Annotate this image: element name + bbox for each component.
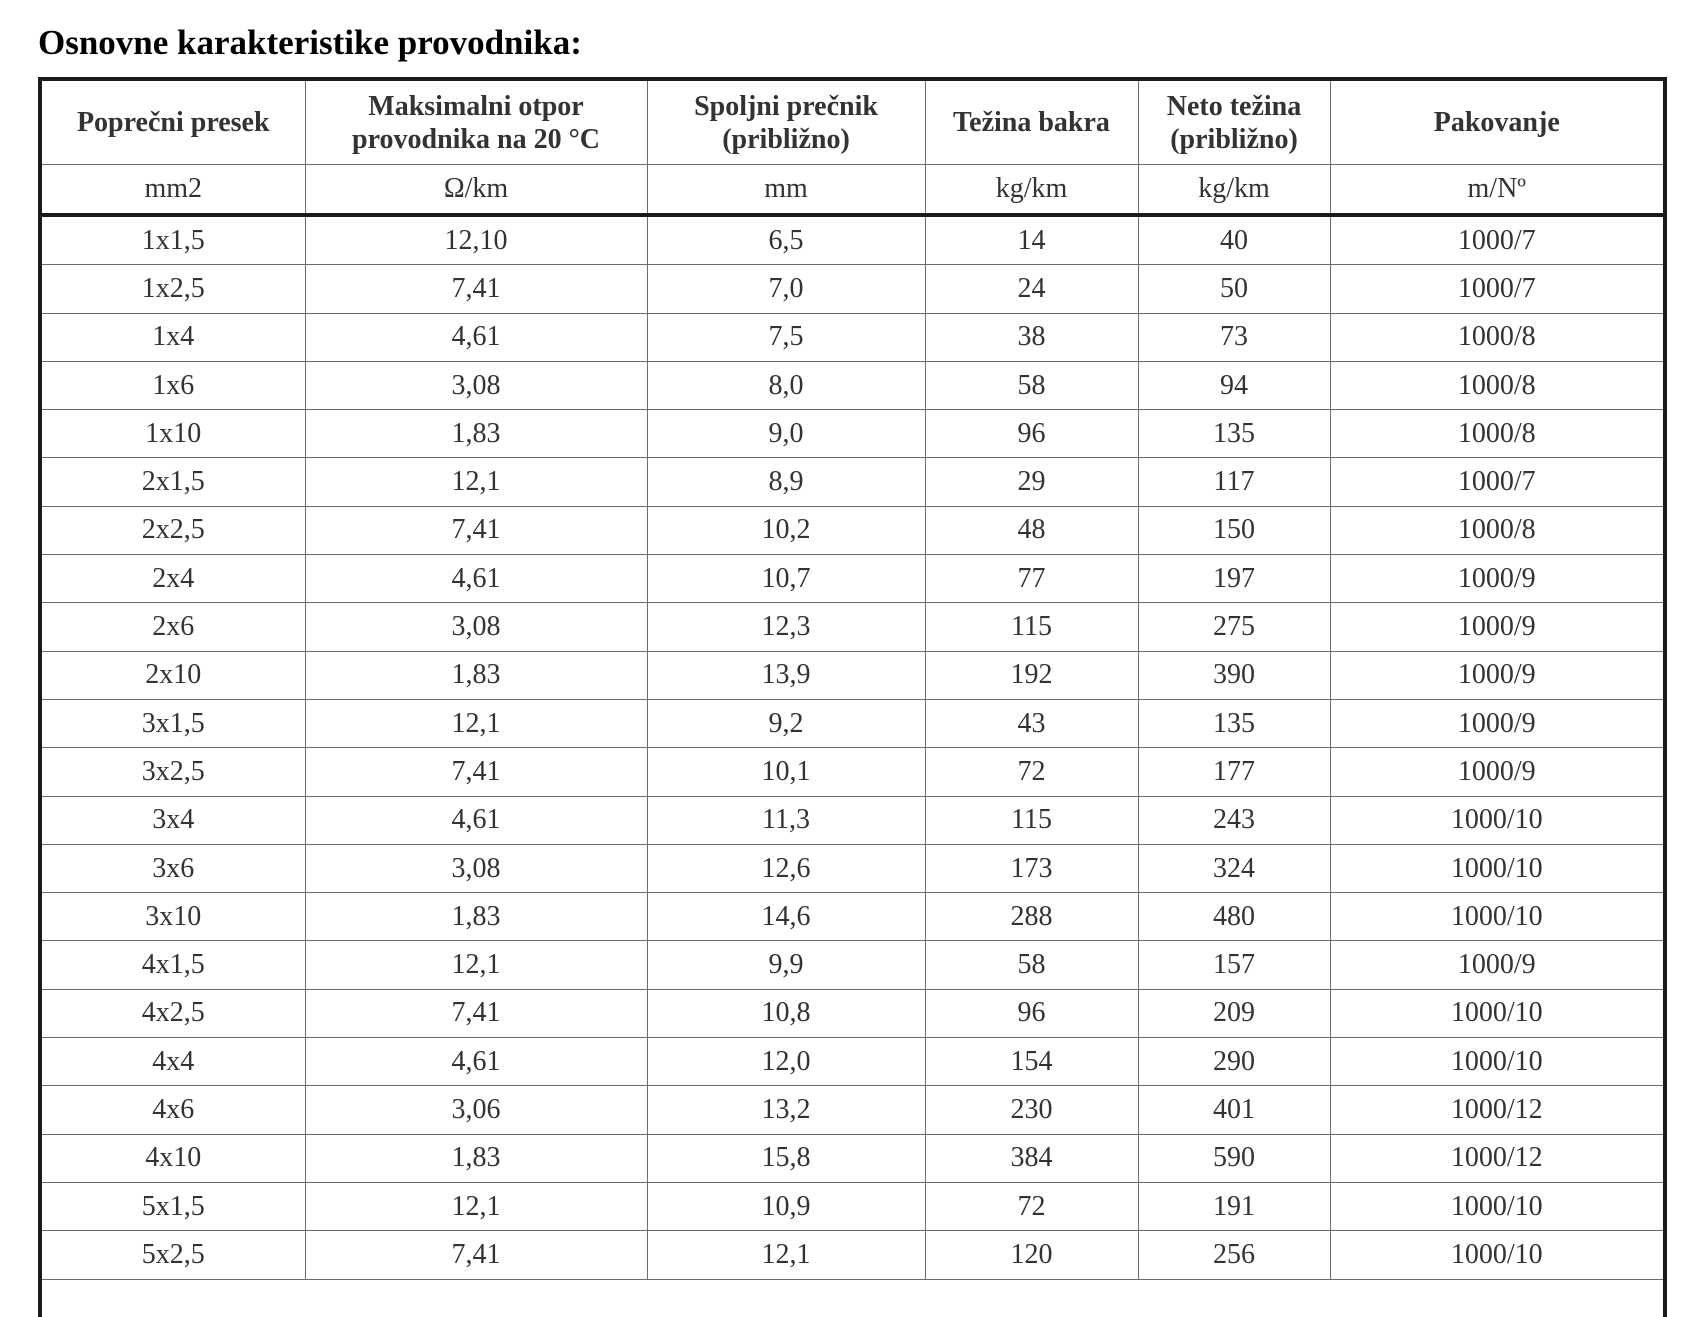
unit-cell: m/Nº	[1330, 165, 1663, 216]
table-cell: 115	[925, 796, 1138, 844]
table-cell: 390	[1138, 651, 1330, 699]
table-cell: 1000/8	[1330, 313, 1663, 361]
table-cell: 6,5	[647, 215, 925, 265]
table-cell: 1000/9	[1330, 651, 1663, 699]
table-row	[42, 1134, 1663, 1182]
table-cell: 96	[925, 989, 1138, 1037]
table-cell: 1000/8	[1330, 361, 1663, 409]
table-cell: 3x4	[42, 796, 305, 844]
table-cell: 24	[925, 265, 1138, 313]
page-title: Osnovne karakteristike provodnika:	[38, 23, 582, 62]
table-cell: 1x1,5	[42, 215, 305, 265]
table-cell: 58	[925, 361, 1138, 409]
table-cell: 4x1,5	[42, 941, 305, 989]
table-cell: 1x2,5	[42, 265, 305, 313]
table-cell: 12,1	[305, 699, 647, 747]
table-cell: 8,0	[647, 361, 925, 409]
table-cell: 72	[925, 748, 1138, 796]
header-row	[42, 81, 1663, 165]
table-cell: 40	[1138, 215, 1330, 265]
table-cell: 243	[1138, 796, 1330, 844]
table-cell: 13,2	[647, 1086, 925, 1134]
table-row	[42, 265, 1663, 313]
table-row	[42, 1038, 1663, 1086]
table-cell: 58	[925, 941, 1138, 989]
table-cell: 1x6	[42, 361, 305, 409]
table-row	[42, 215, 1663, 265]
table-cell: 1000/10	[1330, 1182, 1663, 1230]
table-cell: 3,08	[305, 603, 647, 651]
unit-cell: Ω/km	[305, 165, 647, 216]
table-cell: 1000/9	[1330, 941, 1663, 989]
table-cell: 1000/7	[1330, 458, 1663, 506]
table-row	[42, 603, 1663, 651]
table-cell: 7,0	[647, 265, 925, 313]
table-cell: 10,2	[647, 506, 925, 554]
table-cell: 11,3	[647, 796, 925, 844]
table-row	[42, 1086, 1663, 1134]
column-header: Poprečni presek	[42, 81, 305, 165]
table-cell: 1000/10	[1330, 1231, 1663, 1279]
table-row	[42, 1182, 1663, 1230]
table-cell: 94	[1138, 361, 1330, 409]
table-cell: 7,41	[305, 748, 647, 796]
column-header: Spoljni prečnik (približno)	[647, 81, 925, 165]
table-cell: 2x4	[42, 555, 305, 603]
table-cell: 288	[925, 893, 1138, 941]
table-cell: 177	[1138, 748, 1330, 796]
table-cell: 13,9	[647, 651, 925, 699]
table-cell: 3x6	[42, 844, 305, 892]
table-cell: 480	[1138, 893, 1330, 941]
table-cell: 117	[1138, 458, 1330, 506]
table-cell: 77	[925, 555, 1138, 603]
table-row	[42, 361, 1663, 409]
table-cell: 8,9	[647, 458, 925, 506]
table-cell: 12,1	[647, 1231, 925, 1279]
table-cell: 5x2,5	[42, 1231, 305, 1279]
table-cell: 10,8	[647, 989, 925, 1037]
table-cell: 209	[1138, 989, 1330, 1037]
table-cell: 14	[925, 215, 1138, 265]
table-cell: 9,2	[647, 699, 925, 747]
table-cell: 1000/9	[1330, 555, 1663, 603]
table-cell: 150	[1138, 506, 1330, 554]
units-row	[42, 165, 1663, 216]
table-cell: 1x10	[42, 410, 305, 458]
table-cell: 324	[1138, 844, 1330, 892]
table-row	[42, 410, 1663, 458]
column-header: Pakovanje	[1330, 81, 1663, 165]
table-cell: 1000/9	[1330, 603, 1663, 651]
table-cell: 3,08	[305, 361, 647, 409]
table-cell: 96	[925, 410, 1138, 458]
table-cell: 401	[1138, 1086, 1330, 1134]
table-cell: 12,1	[305, 458, 647, 506]
table-cell: 9,0	[647, 410, 925, 458]
table-cell: 7,41	[305, 265, 647, 313]
table-cell: 7,5	[647, 313, 925, 361]
unit-cell: kg/km	[1138, 165, 1330, 216]
table-row	[42, 941, 1663, 989]
table-cell: 1000/12	[1330, 1086, 1663, 1134]
table-cell: 1,83	[305, 651, 647, 699]
table-cell: 1000/12	[1330, 1134, 1663, 1182]
table-row	[42, 989, 1663, 1037]
table-row	[42, 796, 1663, 844]
table-cell: 1000/10	[1330, 893, 1663, 941]
conductor-characteristics-table	[38, 77, 1667, 1317]
table-row	[42, 555, 1663, 603]
table-cell: 14,6	[647, 893, 925, 941]
table-cell: 12,6	[647, 844, 925, 892]
table-row	[42, 313, 1663, 361]
table-cell: 1000/10	[1330, 844, 1663, 892]
table-cell: 290	[1138, 1038, 1330, 1086]
table-cell: 1000/9	[1330, 699, 1663, 747]
table-cell: 230	[925, 1086, 1138, 1134]
table-cell: 3x2,5	[42, 748, 305, 796]
table-row	[42, 506, 1663, 554]
table-row	[42, 893, 1663, 941]
table-cell: 135	[1138, 410, 1330, 458]
table-row	[42, 699, 1663, 747]
table-cell: 7,41	[305, 989, 647, 1037]
table-cell: 1,83	[305, 893, 647, 941]
table-cell: 191	[1138, 1182, 1330, 1230]
table-cell: 384	[925, 1134, 1138, 1182]
table-cell: 15,8	[647, 1134, 925, 1182]
table-cell: 7,41	[305, 1231, 647, 1279]
table-cell: 2x10	[42, 651, 305, 699]
table-cell: 256	[1138, 1231, 1330, 1279]
table-cell: 2x2,5	[42, 506, 305, 554]
table-cell: 12,1	[305, 941, 647, 989]
table-cell: 275	[1138, 603, 1330, 651]
table-cell: 12,10	[305, 215, 647, 265]
table-cell: 12,3	[647, 603, 925, 651]
table-cell: 1x4	[42, 313, 305, 361]
table-cell: 4x10	[42, 1134, 305, 1182]
table-cell: 157	[1138, 941, 1330, 989]
table-cell: 4,61	[305, 1038, 647, 1086]
table-cell: 10,9	[647, 1182, 925, 1230]
table-cell: 9,9	[647, 941, 925, 989]
table-cell: 1000/7	[1330, 265, 1663, 313]
table-cell: 135	[1138, 699, 1330, 747]
column-header: Neto težina (približno)	[1138, 81, 1330, 165]
table-cell: 12,0	[647, 1038, 925, 1086]
table-cell: 115	[925, 603, 1138, 651]
table-cell: 4,61	[305, 796, 647, 844]
table-cell: 3,08	[305, 844, 647, 892]
table-cell: 192	[925, 651, 1138, 699]
table-cell: 2x6	[42, 603, 305, 651]
column-header: Težina bakra	[925, 81, 1138, 165]
table-cell: 3,06	[305, 1086, 647, 1134]
table-cell: 1000/10	[1330, 796, 1663, 844]
table-cell: 7,41	[305, 506, 647, 554]
table-cell: 173	[925, 844, 1138, 892]
table-cell: 1000/8	[1330, 410, 1663, 458]
data-table	[42, 81, 1663, 1280]
table-cell: 3x1,5	[42, 699, 305, 747]
table-row	[42, 651, 1663, 699]
table-cell: 120	[925, 1231, 1138, 1279]
table-cell: 1000/8	[1330, 506, 1663, 554]
table-cell: 43	[925, 699, 1138, 747]
table-row	[42, 844, 1663, 892]
table-row	[42, 458, 1663, 506]
table-cell: 1000/9	[1330, 748, 1663, 796]
table-cell: 1000/7	[1330, 215, 1663, 265]
table-cell: 590	[1138, 1134, 1330, 1182]
unit-cell: mm2	[42, 165, 305, 216]
table-body	[42, 215, 1663, 1279]
table-cell: 2x1,5	[42, 458, 305, 506]
table-cell: 4,61	[305, 313, 647, 361]
table-cell: 1000/10	[1330, 989, 1663, 1037]
table-cell: 1000/10	[1330, 1038, 1663, 1086]
table-cell: 10,1	[647, 748, 925, 796]
table-cell: 1,83	[305, 410, 647, 458]
table-cell: 1,83	[305, 1134, 647, 1182]
table-cell: 5x1,5	[42, 1182, 305, 1230]
table-cell: 197	[1138, 555, 1330, 603]
table-cell: 73	[1138, 313, 1330, 361]
table-cell: 72	[925, 1182, 1138, 1230]
column-header: Maksimalni otpor provodnika na 20 °C	[305, 81, 647, 165]
table-cell: 4x2,5	[42, 989, 305, 1037]
table-cell: 48	[925, 506, 1138, 554]
table-cell: 3x10	[42, 893, 305, 941]
unit-cell: kg/km	[925, 165, 1138, 216]
table-row	[42, 1231, 1663, 1279]
table-cell: 50	[1138, 265, 1330, 313]
table-cell: 29	[925, 458, 1138, 506]
table-cell: 4x4	[42, 1038, 305, 1086]
table-cell: 154	[925, 1038, 1138, 1086]
table-cell: 4,61	[305, 555, 647, 603]
table-cell: 38	[925, 313, 1138, 361]
table-row	[42, 748, 1663, 796]
unit-cell: mm	[647, 165, 925, 216]
table-cell: 12,1	[305, 1182, 647, 1230]
table-cell: 4x6	[42, 1086, 305, 1134]
table-cell: 10,7	[647, 555, 925, 603]
